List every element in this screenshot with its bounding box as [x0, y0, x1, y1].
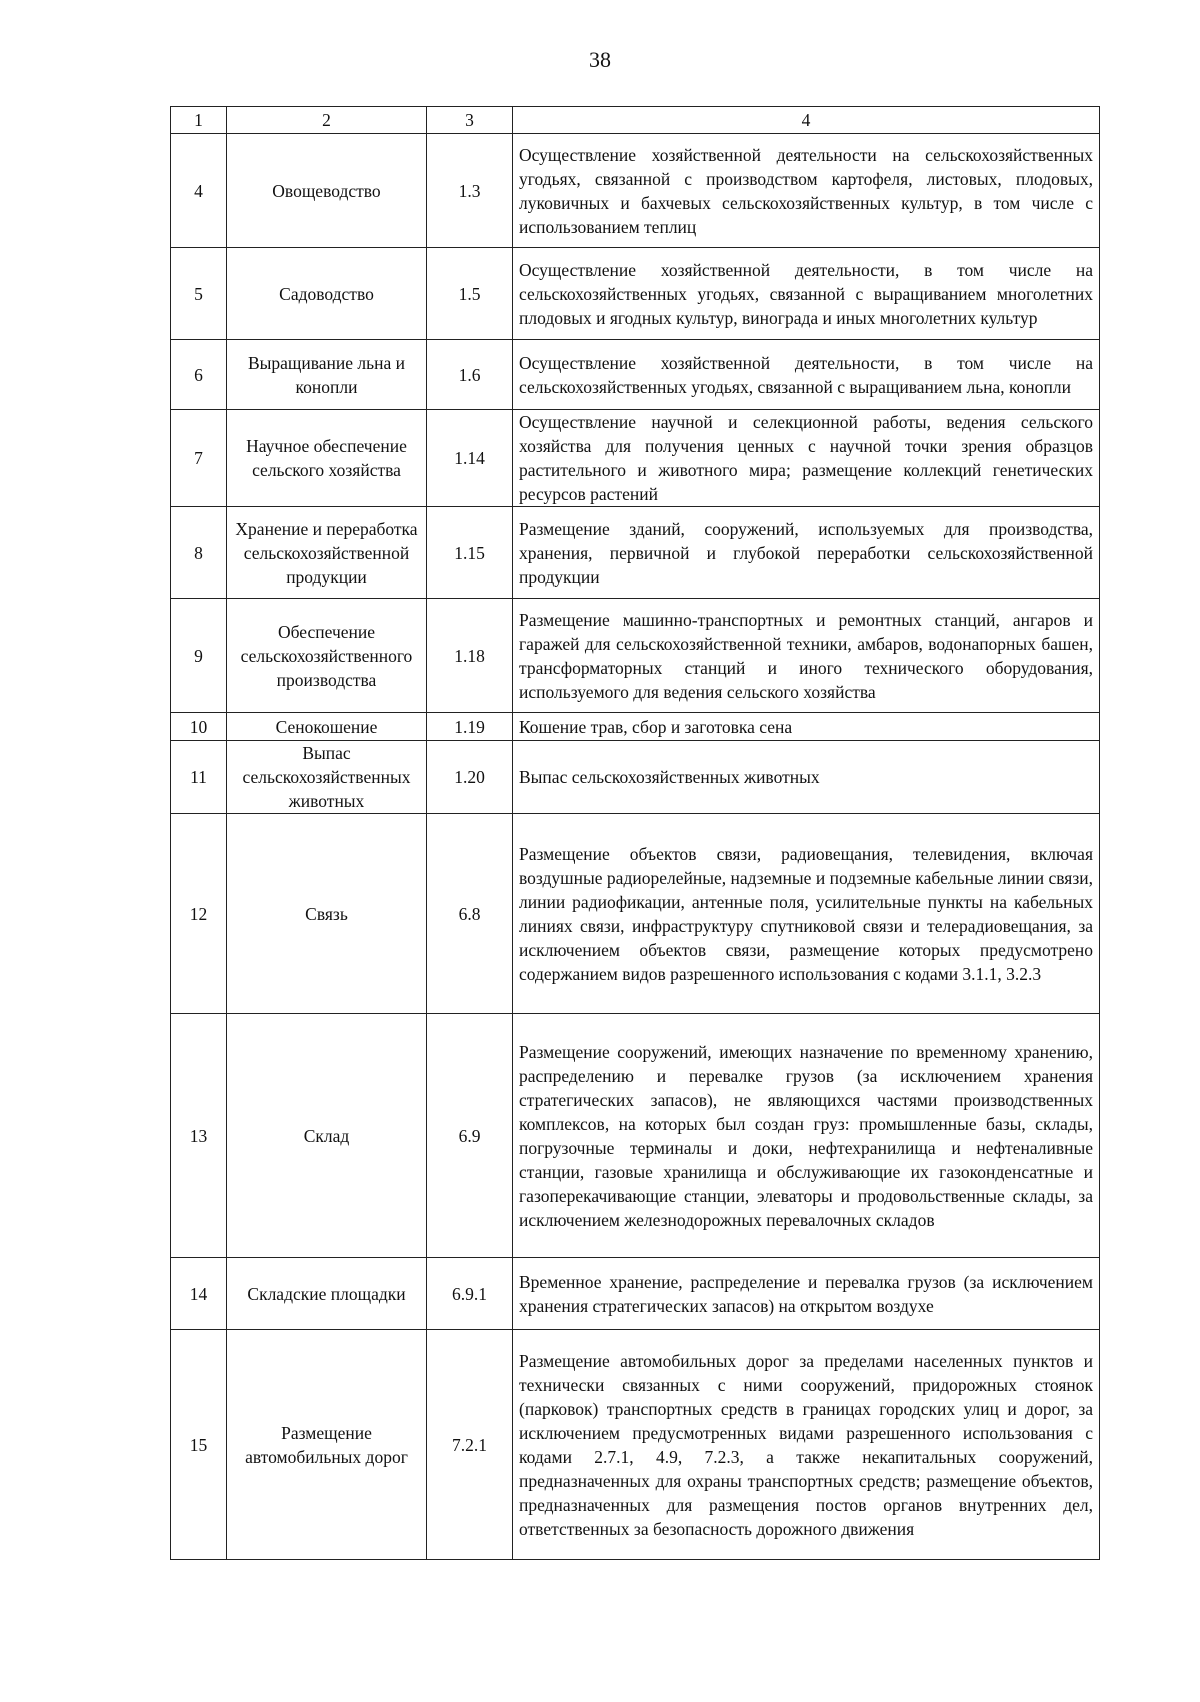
table-row [171, 248, 1100, 340]
use-code: 6.9 [427, 1014, 513, 1258]
use-code: 1.15 [427, 507, 513, 599]
use-description: Размещение зданий, сооружений, используемых для производства, хранения, первичной и глубокой переработки сельскохозяйственной продукции [513, 507, 1100, 599]
table-row [171, 814, 1100, 1014]
use-code: 1.5 [427, 248, 513, 340]
row-number: 10 [171, 713, 227, 741]
use-code: 1.14 [427, 410, 513, 507]
use-description: Выпас сельскохозяйственных животных [513, 741, 1100, 814]
header-col-3: 3 [427, 107, 513, 134]
table-row [171, 599, 1100, 713]
use-description: Осуществление научной и селекционной работы, ведения сельского хозяйства для получения ценных с научной точки зрения образцов растительного и животного мира; размещение коллекций генетических ресурсов растений [513, 410, 1100, 507]
use-code: 1.18 [427, 599, 513, 713]
use-name: Садоводство [227, 248, 427, 340]
use-description: Кошение трав, сбор и заготовка сена [513, 713, 1100, 741]
table-row [171, 1330, 1100, 1560]
use-description: Размещение автомобильных дорог за пределами населенных пунктов и технически связанных с ними сооружений, придорожных стоянок (парковок) транспортных средств в границах городских улиц и дорог, за исключением предусмотренных видами разрешенного использования с кодами 2.7.1, 4.9, 7.2.3, а также некапитальных сооружений, предназначенных для охраны транспортных средств; размещение объектов, предназначенных для размещения постов органов внутренних дел, ответственных за безопасность дорожного движения [513, 1330, 1100, 1560]
use-name: Выпас сельскохозяйственных животных [227, 741, 427, 814]
use-description: Размещение объектов связи, радиовещания, телевидения, включая воздушные радиорелейные, надземные и подземные кабельные линии связи, линии радиофикации, антенные поля, усилительные пункты на кабельных линиях связи, инфраструктуру спутниковой связи и телерадиовещания, за исключением объектов связи, размещение которых предусмотрено содержанием видов разрешенного использования с кодами 3.1.1, 3.2.3 [513, 814, 1100, 1014]
use-name: Сенокошение [227, 713, 427, 741]
row-number: 12 [171, 814, 227, 1014]
use-name: Размещение автомобильных дорог [227, 1330, 427, 1560]
row-number: 13 [171, 1014, 227, 1258]
use-name: Выращивание льна и конопли [227, 340, 427, 410]
row-number: 8 [171, 507, 227, 599]
row-number: 5 [171, 248, 227, 340]
row-number: 6 [171, 340, 227, 410]
use-description: Временное хранение, распределение и перевалка грузов (за исключением хранения стратегических запасов) на открытом воздухе [513, 1258, 1100, 1330]
row-number: 11 [171, 741, 227, 814]
use-name: Научное обеспечение сельского хозяйства [227, 410, 427, 507]
use-code: 7.2.1 [427, 1330, 513, 1560]
use-name: Хранение и переработка сельскохозяйственной продукции [227, 507, 427, 599]
use-description: Размещение машинно-транспортных и ремонтных станций, ангаров и гаражей для сельскохозяйственной техники, амбаров, водонапорных башен, трансформаторных станций и иного технического оборудования, используемого для ведения сельского хозяйства [513, 599, 1100, 713]
use-description: Осуществление хозяйственной деятельности, в том числе на сельскохозяйственных угодьях, связанной с выращиванием многолетних плодовых и ягодных культур, винограда и иных многолетних культур [513, 248, 1100, 340]
use-name: Складские площадки [227, 1258, 427, 1330]
table-row [171, 134, 1100, 248]
use-description: Осуществление хозяйственной деятельности на сельскохозяйственных угодьях, связанной с производством картофеля, листовых, плодовых, луковичных и бахчевых сельскохозяйственных культур, в том числе с использованием теплиц [513, 134, 1100, 248]
page-number: 38 [589, 47, 611, 72]
table-row [171, 507, 1100, 599]
use-code: 6.8 [427, 814, 513, 1014]
table-row [171, 1014, 1100, 1258]
use-code: 6.9.1 [427, 1258, 513, 1330]
row-number: 7 [171, 410, 227, 507]
table-row [171, 741, 1100, 814]
use-code: 1.19 [427, 713, 513, 741]
header-col-1: 1 [171, 107, 227, 134]
header-col-2: 2 [227, 107, 427, 134]
use-name: Связь [227, 814, 427, 1014]
table-row [171, 410, 1100, 507]
use-name: Овощеводство [227, 134, 427, 248]
table-row [171, 1258, 1100, 1330]
use-code: 1.6 [427, 340, 513, 410]
use-description: Осуществление хозяйственной деятельности, в том числе на сельскохозяйственных угодьях, связанной с выращиванием льна, конопли [513, 340, 1100, 410]
row-number: 9 [171, 599, 227, 713]
table-header-row [171, 107, 1100, 134]
use-code: 1.3 [427, 134, 513, 248]
use-name: Склад [227, 1014, 427, 1258]
land-use-table [170, 106, 1100, 1560]
use-description: Размещение сооружений, имеющих назначение по временному хранению, распределению и перевалке грузов (за исключением хранения стратегических запасов), не являющихся частями производственных комплексов, на которых был создан груз: промышленные базы, склады, погрузочные терминалы и доки, нефтехранилища и нефтеналивные станции, газовые хранилища и обслуживающие их газоконденсатные и газоперекачивающие станции, элеваторы и продовольственные склады, за исключением железнодорожных перевалочных складов [513, 1014, 1100, 1258]
header-col-4: 4 [513, 107, 1100, 134]
row-number: 15 [171, 1330, 227, 1560]
row-number: 14 [171, 1258, 227, 1330]
use-name: Обеспечение сельскохозяйственного производства [227, 599, 427, 713]
table-row [171, 340, 1100, 410]
use-code: 1.20 [427, 741, 513, 814]
row-number: 4 [171, 134, 227, 248]
table-row [171, 713, 1100, 741]
